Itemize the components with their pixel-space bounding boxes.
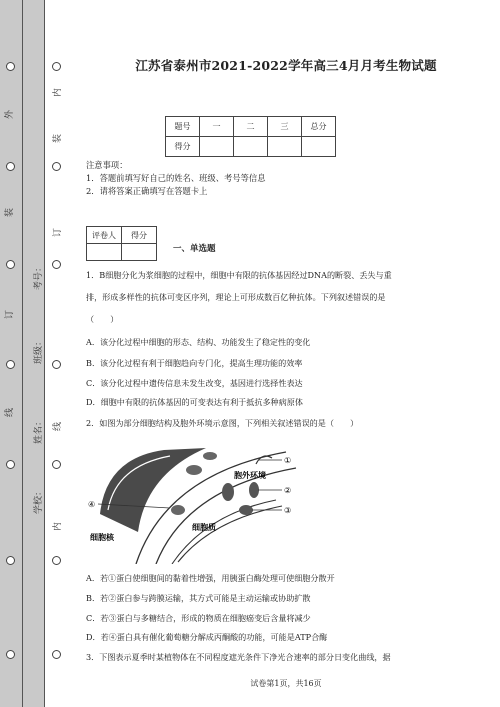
- question-1-option-c: C．该分化过程中遗传信息未发生改变，基因进行选择性表达: [86, 378, 303, 388]
- question-1-option-a: A．该分化过程中细胞的形态、结构、功能发生了稳定性的变化: [86, 337, 311, 347]
- binding-mark: 装: [53, 133, 64, 144]
- score-cell: [268, 137, 302, 157]
- question-2-stem: 2．如图为部分细胞结构及胞外环境示意图，下列相关叙述错误的是（ ）: [86, 418, 359, 428]
- binding-line-inner: [44, 0, 45, 707]
- score-header-cell: 一: [200, 117, 234, 137]
- score-row-label: 得分: [166, 137, 200, 157]
- membrane-outer: [156, 468, 296, 564]
- question-3-stem: 3．下图表示夏季时某植物体在不同程度遮光条件下净光合速率的部分日变化曲线，据: [86, 652, 391, 662]
- question-2-option-c: C．若③蛋白与多糖结合，形成的物质在细胞癌变后含量将减少: [86, 613, 311, 623]
- binding-mark: 内: [53, 87, 64, 98]
- binding-mark: 装: [5, 207, 16, 218]
- question-2-option-b: B．若②蛋白参与跨膜运输，其方式可能是主动运输或协助扩散: [86, 593, 311, 603]
- binding-hole: [52, 62, 61, 71]
- marker-4: ④: [88, 500, 96, 509]
- cell-structure-diagram: [86, 444, 306, 564]
- score-header-cell: 题号: [166, 117, 200, 137]
- marker-3: ③: [284, 506, 292, 515]
- binding-hole: [6, 260, 15, 269]
- grader-score-label: 得分: [122, 227, 157, 244]
- grader-box: [86, 226, 157, 261]
- cell-structure-figure: [86, 444, 306, 564]
- score-cell: [302, 137, 336, 157]
- marker-1: ①: [284, 456, 292, 465]
- binding-hole: [6, 360, 15, 369]
- name-label: 姓名：: [34, 416, 45, 445]
- binding-line-outer: [22, 0, 23, 707]
- binding-hole: [52, 650, 61, 659]
- score-header-cell: 二: [234, 117, 268, 137]
- binding-hole: [52, 460, 61, 469]
- label-cytoplasm: 细胞质: [192, 522, 216, 532]
- page-title: 江苏省泰州市2021-2022学年高三4月月考生物试题: [135, 58, 437, 73]
- label-nucleus: 细胞核: [90, 532, 114, 542]
- grader-cell: [122, 244, 157, 261]
- binding-hole: [6, 556, 15, 565]
- question-1-option-d: D．细胞中有限的抗体基因的可变表达有利于抵抗多种病原体: [86, 397, 303, 407]
- protein-4: [171, 505, 185, 515]
- binding-mark: 线: [53, 421, 64, 432]
- score-header-cell: 三: [268, 117, 302, 137]
- question-2-option-d: D．若④蛋白具有催化葡萄糖分解成丙酮酸的功能，可能是ATP合酶: [86, 632, 328, 642]
- score-table: [165, 116, 336, 157]
- exam-number-label: 考号：: [34, 262, 45, 291]
- score-cell: [200, 137, 234, 157]
- binding-hole: [6, 460, 15, 469]
- binding-hole: [6, 650, 15, 659]
- question-1-line-1: 1．B细胞分化为浆细胞的过程中，细胞中有限的抗体基因经过DNA的断裂、丢失与重: [86, 270, 392, 280]
- membrane-protein: [203, 452, 217, 460]
- binding-mark: 内: [53, 521, 64, 532]
- membrane-protein: [186, 465, 202, 475]
- binding-margin-white: [44, 0, 70, 707]
- question-1-option-b: B．该分化过程有利于细胞趋向专门化，提高生理功能的效率: [86, 358, 303, 368]
- page-footer: 试卷第1页，共16页: [250, 679, 322, 688]
- class-label: 班级：: [34, 336, 45, 365]
- section-title: 一、单选题: [173, 244, 216, 254]
- binding-hole: [6, 162, 15, 171]
- label-extracellular: 胞外环境: [234, 470, 266, 480]
- binding-hole: [52, 360, 61, 369]
- binding-hole: [6, 62, 15, 71]
- grader-label: 评卷人: [87, 227, 122, 244]
- notice-item: 1．答题前填写好自己的姓名、班级、考号等信息: [86, 173, 266, 183]
- membrane-protein: [239, 505, 253, 515]
- binding-hole: [52, 162, 61, 171]
- binding-mark: 订: [5, 309, 16, 320]
- question-1-blank: （ ）: [86, 314, 119, 324]
- score-cell: [234, 137, 268, 157]
- school-label: 学校：: [34, 486, 45, 515]
- grader-cell: [87, 244, 122, 261]
- membrane-protein: [249, 482, 259, 498]
- membrane-protein: [222, 483, 234, 501]
- binding-hole: [52, 260, 61, 269]
- score-header-cell: 总分: [302, 117, 336, 137]
- marker-2: ②: [284, 486, 292, 495]
- exam-page: [86, 0, 486, 707]
- question-1-line-2: 排，形成多样性的抗体可变区序列，理论上可形成数百亿种抗体。下列叙述错误的是: [86, 292, 386, 302]
- notice-heading: 注意事项：: [86, 160, 128, 170]
- notice-item: 2．请将答案正确填写在答题卡上: [86, 186, 208, 196]
- binding-mark: 订: [53, 227, 64, 238]
- binding-mark: 外: [5, 109, 16, 120]
- question-2-option-a: A．若①蛋白使细胞间的黏着性增强，用胰蛋白酶处理可使细胞分散开: [86, 573, 335, 583]
- binding-mark: 线: [5, 407, 16, 418]
- binding-hole: [52, 556, 61, 565]
